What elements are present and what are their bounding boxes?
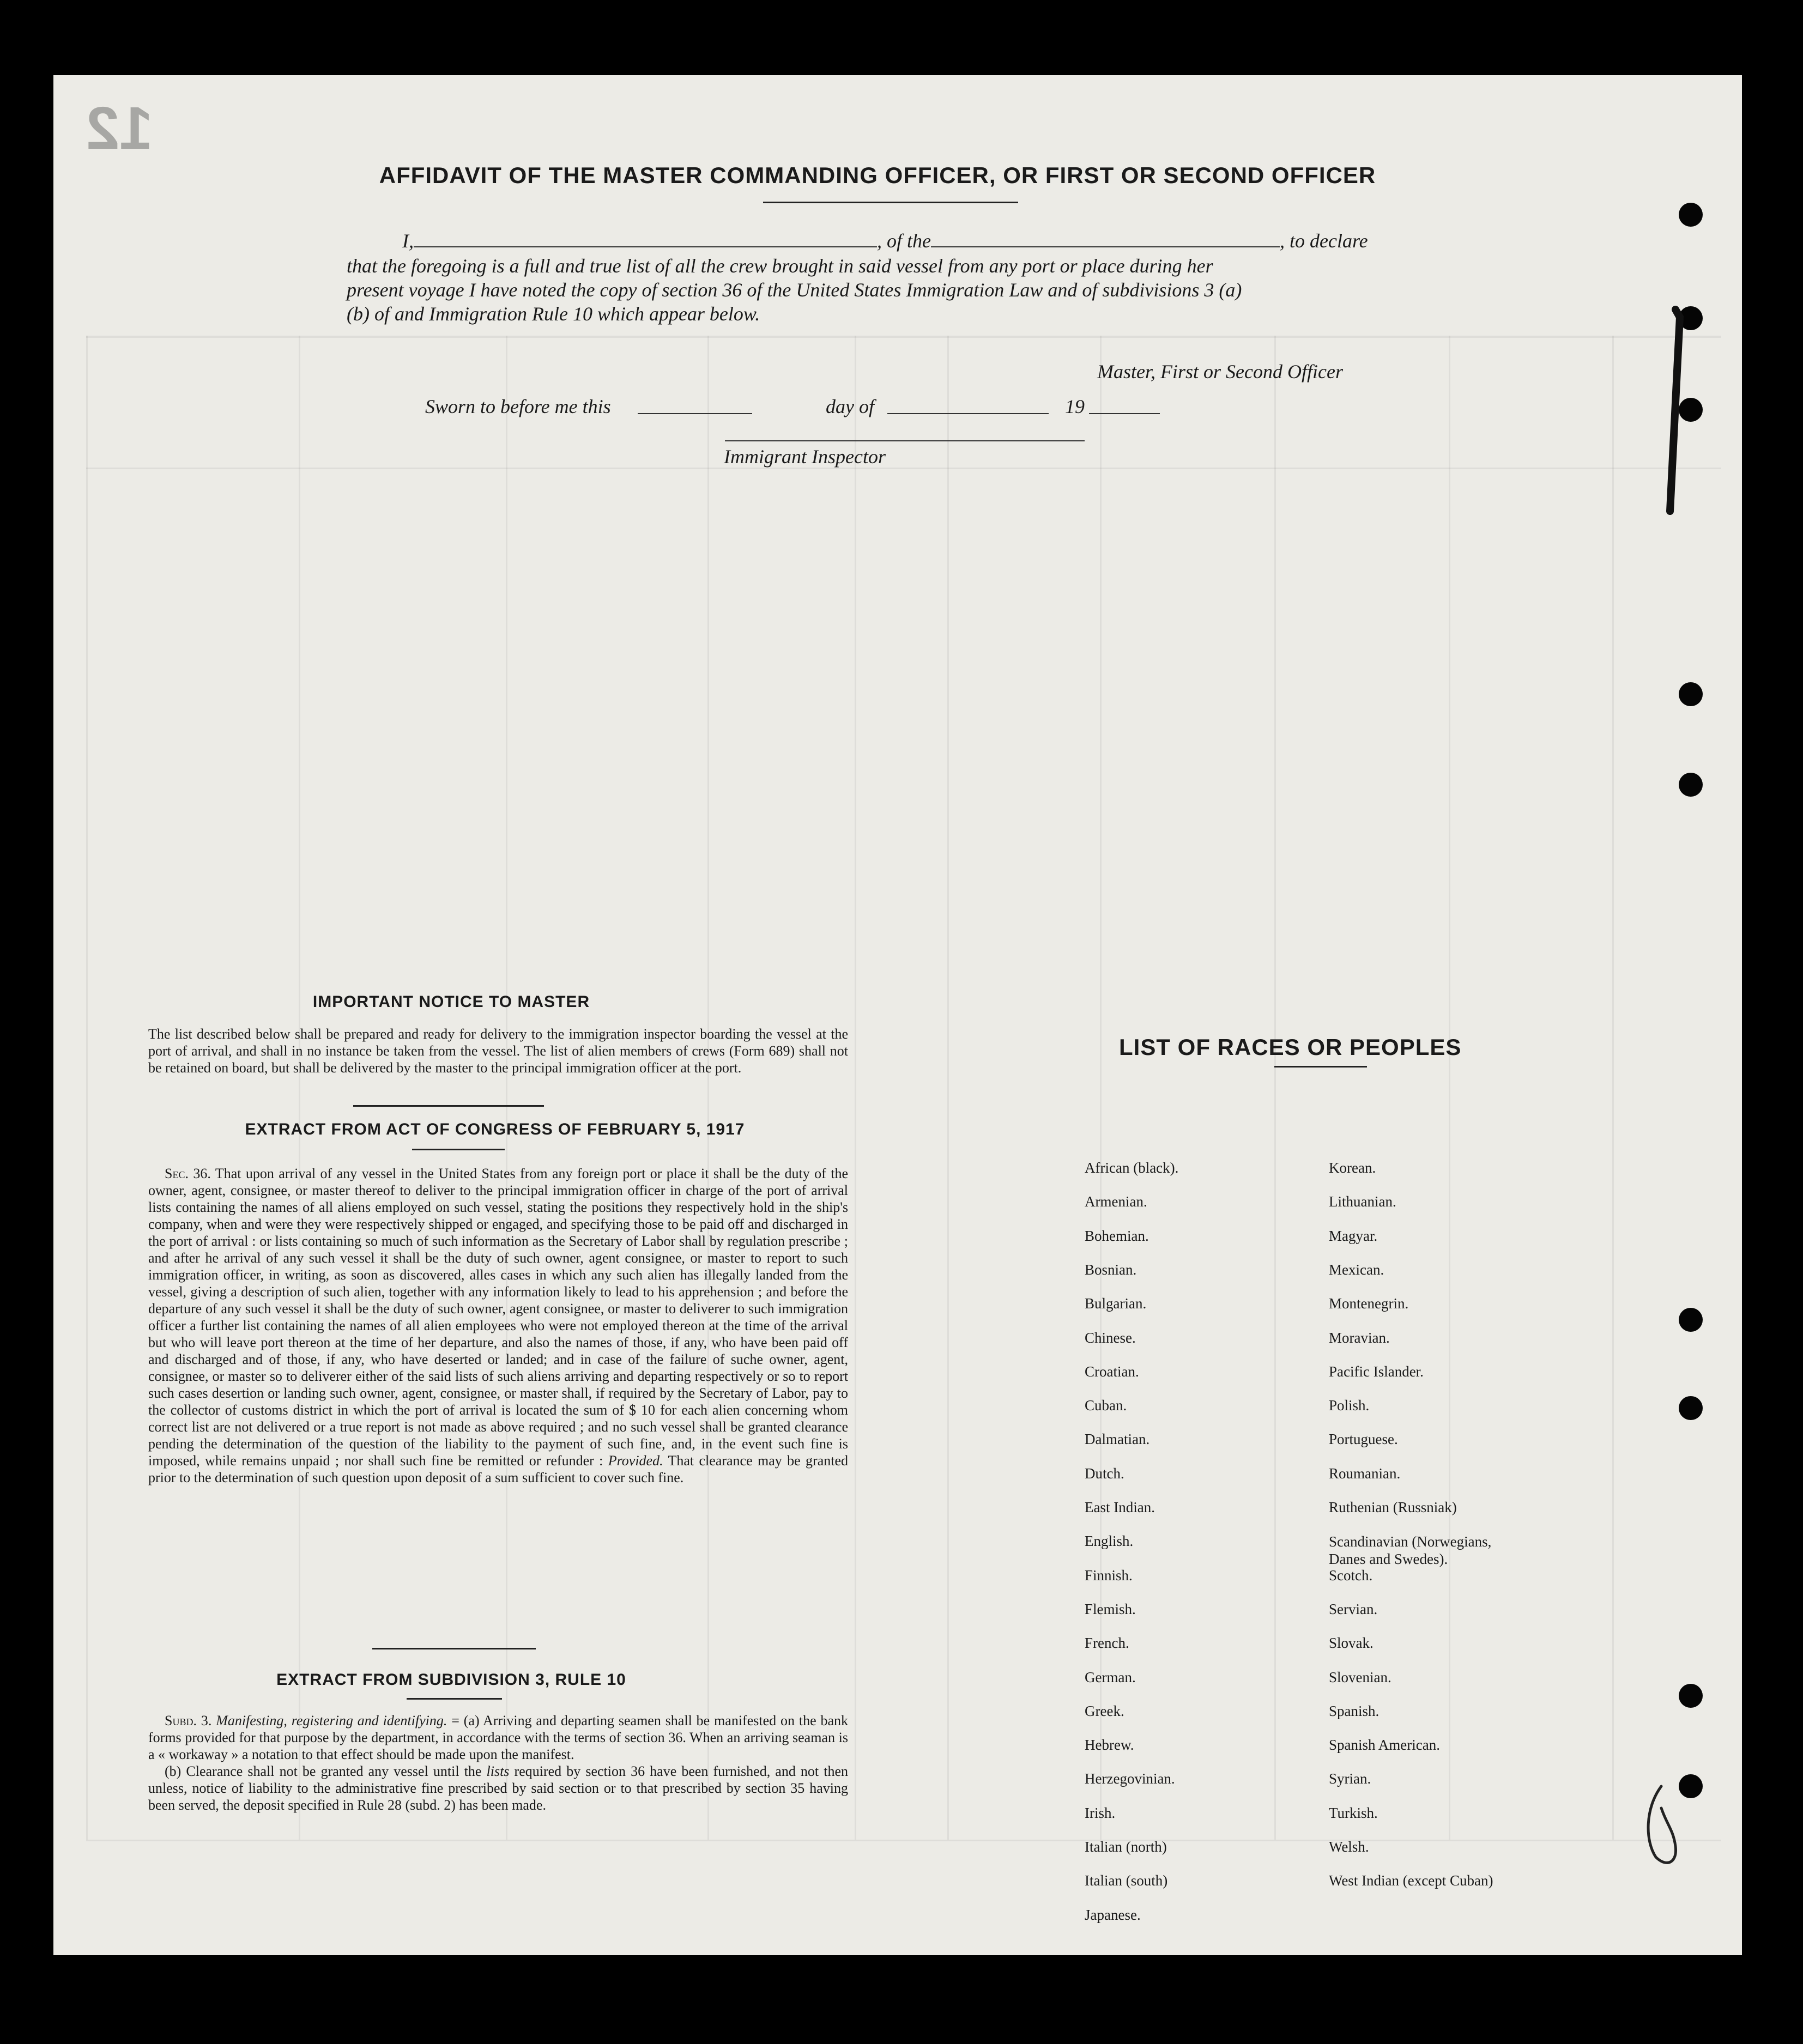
binder-hole [1679,1308,1703,1332]
race-item: Magyar. [1329,1228,1378,1244]
race-item: Finnish. [1085,1567,1133,1584]
notice-text: The list described below shall be prepared and ready for delivery to the immigration inspector boarding the vessel at the port of arrival, and shall in no instance be taken from the vessel. The list of alien members of crews (Form 689) shall not be retained on board, but shall be delivered by the master to the principal immigration officer at the port. [148,1026,848,1076]
race-item: Bohemian. [1085,1228,1149,1244]
race-item: Moravian. [1329,1330,1390,1346]
binder-hole [1679,773,1703,797]
binder-hole [1679,203,1703,227]
race-item: Irish. [1085,1805,1116,1821]
document-page [53,75,1742,1955]
races-rule [1274,1066,1367,1068]
race-item: Scotch. [1329,1567,1373,1584]
race-item: Spanish American. [1329,1737,1440,1753]
races-title: LIST OF RACES OR PEOPLES [1119,1034,1462,1060]
race-item: Roumanian. [1329,1465,1401,1482]
notice-rule [353,1105,544,1107]
race-item: Italian (north) [1085,1839,1167,1855]
sworn-label: Sworn to before me this [425,396,611,417]
vessel-blank[interactable] [931,230,1280,247]
notice-heading: IMPORTANT NOTICE TO MASTER [312,993,590,1011]
race-item: Hebrew. [1085,1737,1134,1753]
rule-rule [407,1698,502,1700]
race-item: Bosnian. [1085,1261,1137,1278]
act-end-rule [372,1648,536,1649]
race-item: Montenegrin. [1329,1295,1409,1312]
day-of-label: day of [826,396,874,417]
race-item: Cuban. [1085,1397,1127,1414]
race-item: Italian (south) [1085,1872,1168,1889]
race-item: Herzegovinian. [1085,1770,1175,1787]
race-item: Polish. [1329,1397,1370,1414]
race-item: Slovenian. [1329,1669,1391,1685]
race-item: Syrian. [1329,1770,1371,1787]
title-rule [763,202,1018,203]
race-item: Korean. [1329,1160,1376,1176]
binder-hole [1679,682,1703,706]
race-item: Portuguese. [1329,1431,1398,1447]
affidavit-line-1: I, , of the , to declare [402,230,1368,252]
race-item: Ruthenian (Russniak) [1329,1499,1457,1515]
race-item: Turkish. [1329,1805,1378,1821]
affidavit-line-3: present voyage I have noted the copy of section 36 of the United States Immigration Law and of subdivisions 3 (a) [347,279,1242,301]
margin-number: 12 [86,95,153,162]
race-item: West Indian (except Cuban) [1329,1872,1493,1889]
affidavit-title: AFFIDAVIT OF THE MASTER COMMANDING OFFICER, OR FIRST OR SECOND OFFICER [379,162,1376,188]
race-item: English. [1085,1533,1134,1549]
race-item: Welsh. [1329,1839,1369,1855]
race-item: African (black). [1085,1160,1179,1176]
race-item: Croatian. [1085,1363,1139,1380]
affidavit-line-2: that the foregoing is a full and true list of all the crew brought in said vessel from any port or place during her [347,255,1213,277]
master-signature-label: Master, First or Second Officer [1097,361,1343,383]
race-item: Slovak. [1329,1635,1374,1651]
act-text: Sec. 36. That upon arrival of any vessel in the United States from any foreign port or place it shall be the duty of the owner, agent, consignee, or master thereof to deliver to the principal immigration officer in charge of the port of arrival lists containing the names of all aliens employed on such vessel, stating the positions they respectively hold in the ship's company, when and were they were respectively shipped or engaged, and specifying those to be paid off and discharged in the port of arrival : or lists containing so much of such information as the Secretary of Labor shall by regulation prescribe ; and after he arrival of any such vessel it shall be the duty of such owner, agent consignee, or master to report to such immigration officer, in writing, as soon as discovered, alles cases in which any such alien has illegally landed from the vessel, giving a description of such alien, together with any information likely to lead to his apprehension ; and before the departure of any such vessel it shall be the duty of such owner, agent consignee, or master to deliverer to such immigration officer a further list containing the names of all alien employees who were not employed thereon at the time of the arrival but who will leave port thereon at the time of her departure, and also the names of those, if any, who have been paid off and discharged and of those, if any, who have deserted or landed; and in case of the failure of suche owner, agent, consignee, or master so to deliverer either of the said lists of such aliens arriving and departing respectively or so to report such cases desertion or landing such owner, agent, consignee, or master shall, if required by the Secretary of Labor, pay to the collector of customs district in which the port of arrival is located the sum of $ 10 for each alien concerning whom correct list are not delivered or a true report is not made as above required ; and no such vessel shall be granted clearance pending the determination of the question of the liability to the payment of such fine, and, in the event such fine is imposed, while remains unpaid ; nor shall such fine be remitted or refunder : Provided. That clearance may be granted prior to the determination of such question upon deposit of a sum sufficient to cover such fine. [148,1166,848,1485]
race-item: Pacific Islander. [1329,1363,1424,1380]
act-heading: EXTRACT FROM ACT OF CONGRESS OF FEBRUARY 5, 1917 [245,1120,745,1138]
race-item: Spanish. [1329,1703,1380,1719]
handwritten-mark [1623,1775,1689,1873]
race-item: Greek. [1085,1703,1124,1719]
race-item: Scandinavian (Norwegians, Danes and Swedes). [1329,1533,1492,1567]
year-blank[interactable] [1089,397,1160,414]
race-item: Lithuanian. [1329,1193,1396,1210]
race-item: Flemish. [1085,1601,1136,1617]
race-item: French. [1085,1635,1129,1651]
race-item: Bulgarian. [1085,1295,1147,1312]
binder-hole [1679,1684,1703,1708]
act-rule [412,1149,505,1150]
handwritten-mark [1656,304,1689,533]
race-item: German. [1085,1669,1136,1685]
rule-heading: EXTRACT FROM SUBDIVISION 3, RULE 10 [276,1671,626,1689]
rule-text: Subd. 3. Manifesting, registering and identifying. = (a) Arriving and departing seamen shall be manifested on the bank forms provided for that purpose by the department, in accordance with the terms of section 36. When an arriving seaman is a « workaway » a notation to that effect should be made upon the manifest. (b) Clearance shall not be granted any vessel until the lists required by section 36 have been furnished, and not then unless, notice of liability to the administrative fine prescribed by said section or to that prescribed by section 35 having been served, the deposit specified in Rule 28 (subd. 2) has been made. [148,1713,849,1813]
name-blank[interactable] [414,230,877,247]
inspector-label: Immigrant Inspector [724,446,886,468]
affidavit-line-4: (b) of and Immigration Rule 10 which appear below. [347,303,760,325]
race-item: Chinese. [1085,1330,1136,1346]
race-item: Servian. [1329,1601,1378,1617]
binder-hole [1679,1396,1703,1420]
race-item: East Indian. [1085,1499,1155,1515]
race-item: Dutch. [1085,1465,1124,1482]
race-item: Japanese. [1085,1907,1141,1923]
race-item: Armenian. [1085,1193,1147,1210]
year-label: 19 [1065,396,1085,417]
inspector-signature-blank[interactable] [725,424,1085,441]
race-item: Mexican. [1329,1261,1384,1278]
month-blank[interactable] [887,397,1049,414]
race-item: Dalmatian. [1085,1431,1150,1447]
day-blank[interactable] [638,397,752,414]
